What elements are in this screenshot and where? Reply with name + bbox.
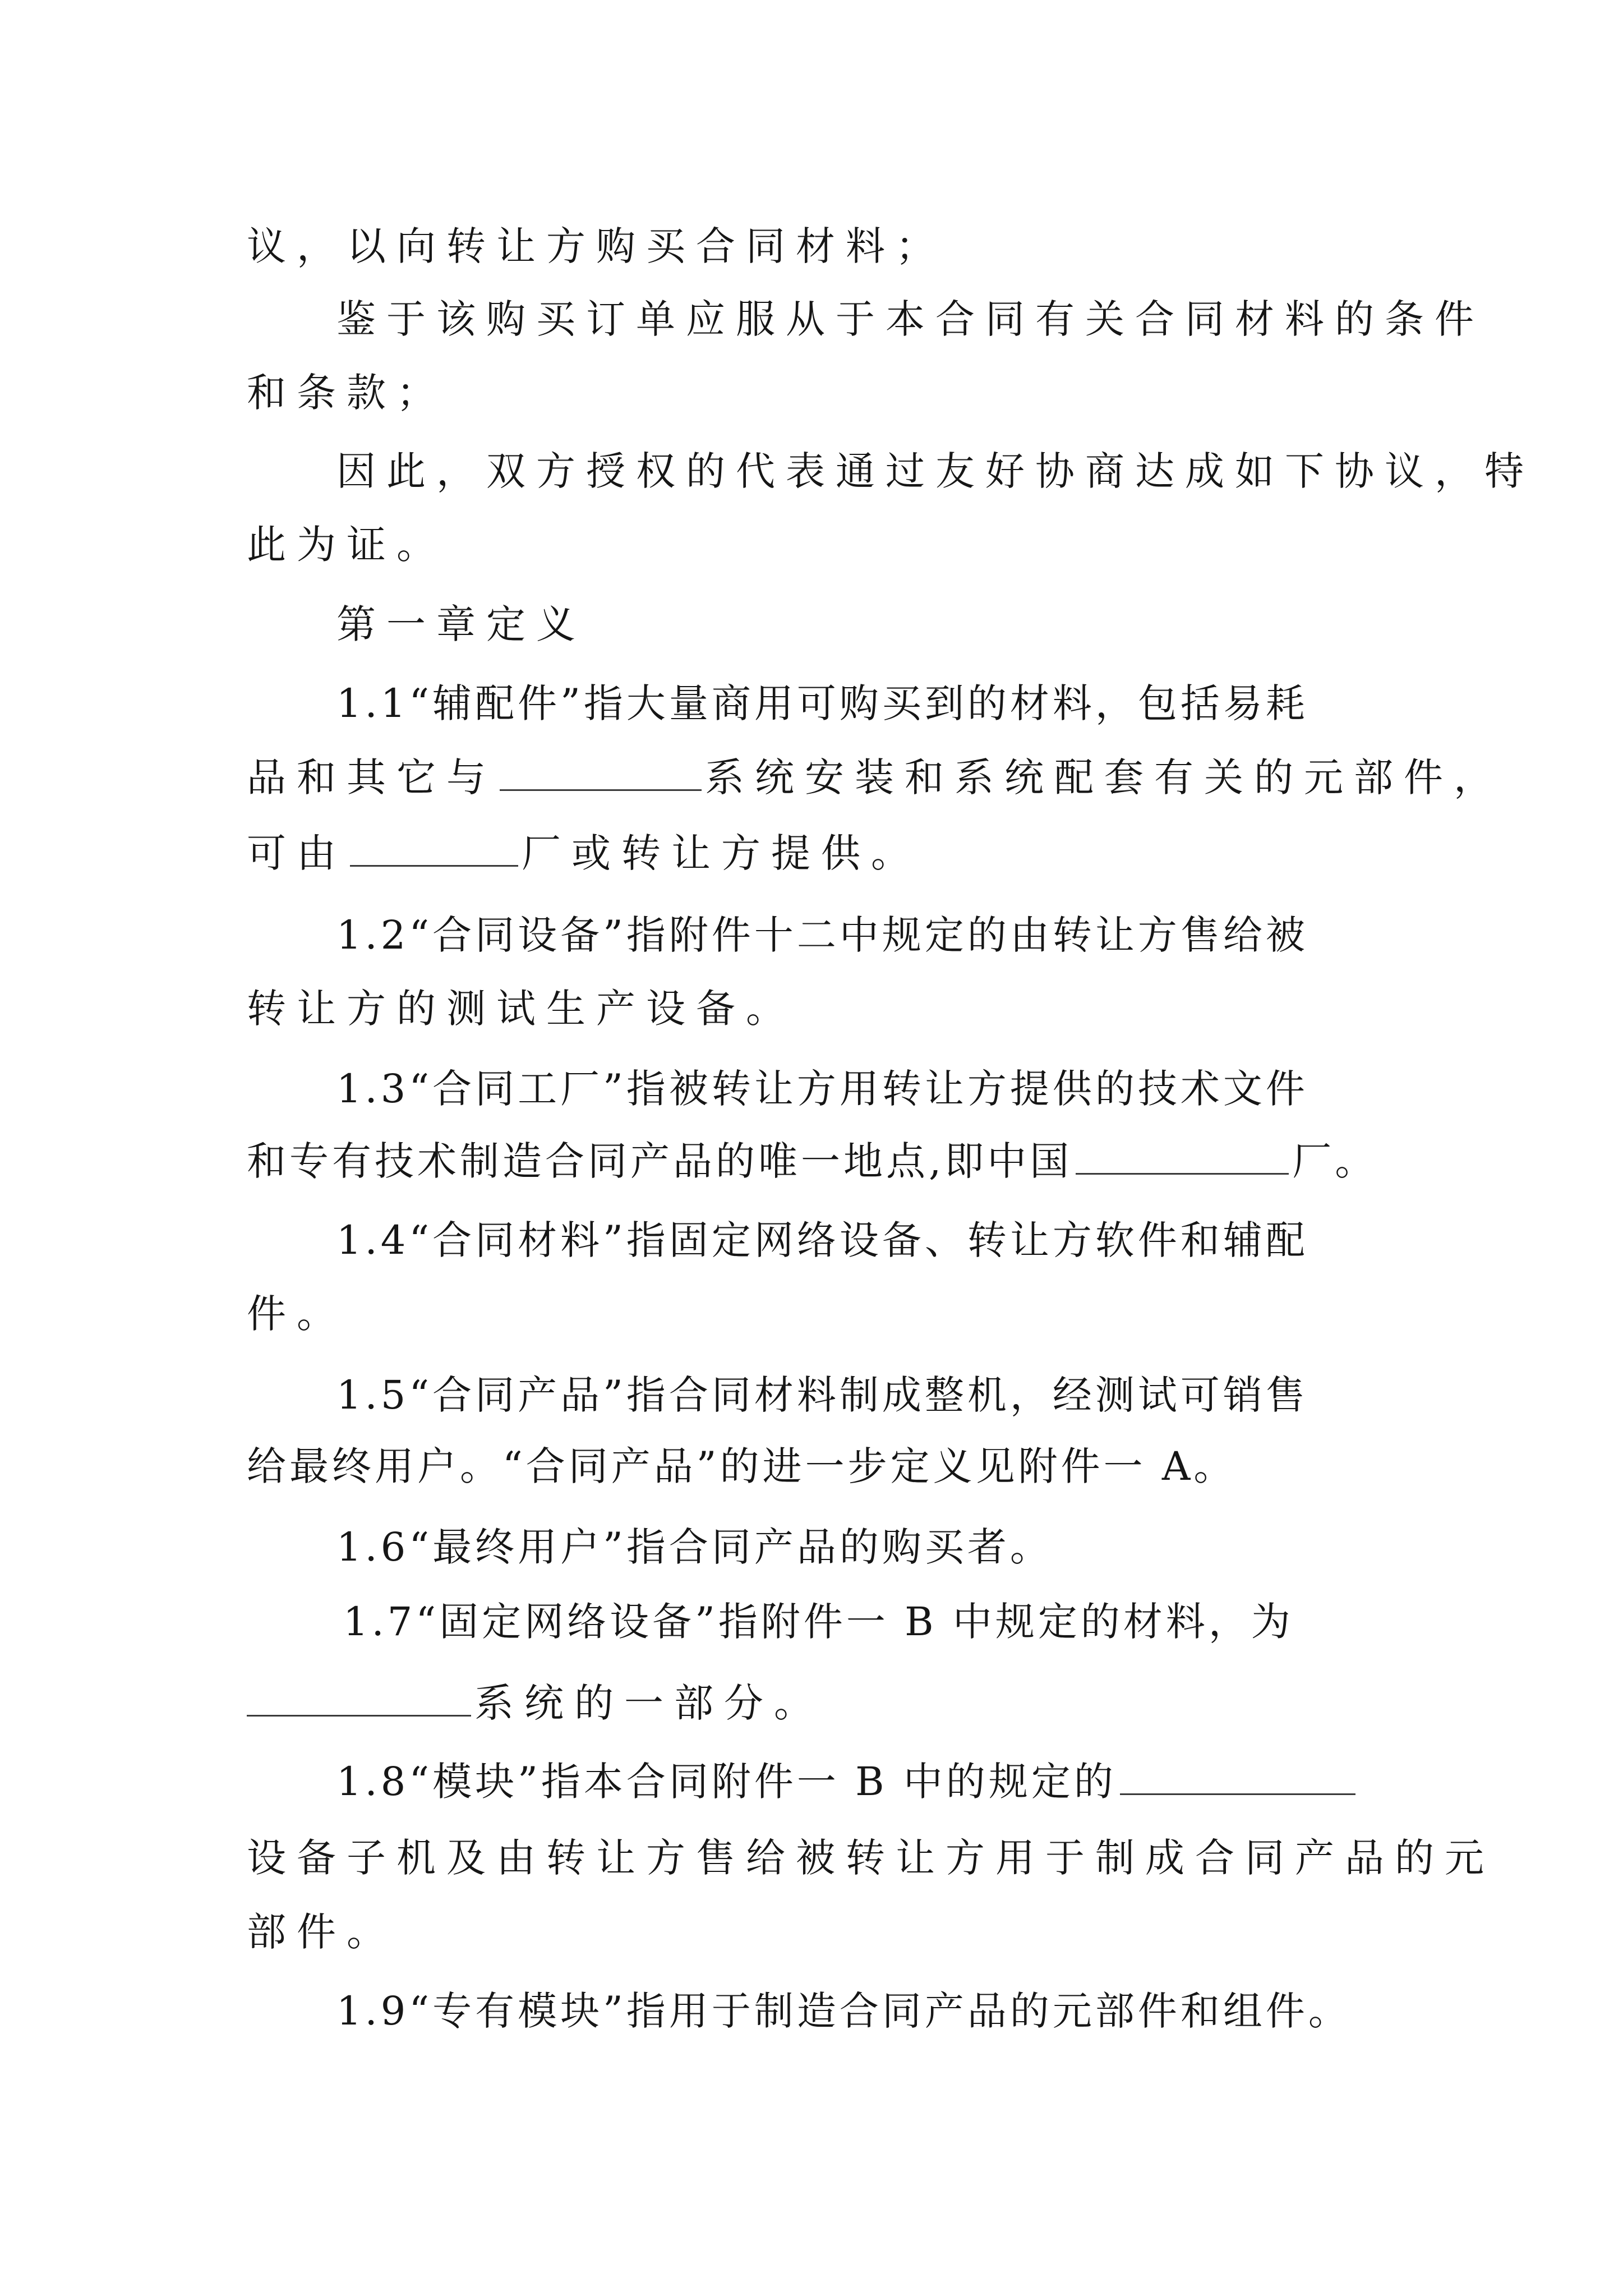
text-segment: 系统的一部分。: [474, 1680, 824, 1726]
text-line: [247, 752, 1504, 803]
text-line: [247, 1677, 824, 1729]
text-line: 因此，双方授权的代表通过友好协商达成如下协议，特: [336, 448, 1534, 494]
definition-1-3: 1.3“合同工厂”指被转让方用转让方提供的技术文件: [336, 1066, 1308, 1112]
definition-1-2: 1.2“合同设备”指附件十二中规定的由转让方售给被: [336, 912, 1308, 958]
fill-in-blank: [500, 758, 702, 791]
text-segment: 品和其它与: [247, 754, 496, 800]
text-line: 此为证。: [247, 522, 446, 568]
fill-in-blank: [1120, 1762, 1355, 1795]
fill-in-blank: [350, 834, 518, 867]
text-segment: 厂或转让方提供。: [522, 830, 921, 876]
definition-1-7: 1.7“固定网络设备”指附件一 B 中规定的材料，为: [343, 1599, 1294, 1645]
definition-1-6: 1.6“最终用户”指合同产品的购买者。: [336, 1524, 1053, 1570]
text-segment: 可由: [247, 830, 347, 876]
definition-1-1: 1.1“辅配件”指大量商用可购买到的材料，包括易耗: [336, 680, 1308, 726]
text-segment: 系统安装和系统配套有关的元部件，: [705, 754, 1504, 800]
text-line: 部件。: [247, 1909, 396, 1955]
definition-1-5: 1.5“合同产品”指合同材料制成整机，经测试可销售: [336, 1372, 1308, 1418]
text-line: 件。: [247, 1291, 347, 1337]
text-line: [247, 1135, 1377, 1187]
text-line: 设备子机及由转让方售给被转让方用于制成合同产品的元: [247, 1835, 1495, 1881]
text-line: 和条款；: [247, 370, 446, 416]
definition-1-9: 1.9“专有模块”指用于制造合同产品的元部件和组件。: [336, 1988, 1351, 2034]
text-line: 转让方的测试生产设备。: [247, 986, 796, 1032]
fill-in-blank: [247, 1683, 471, 1717]
text-line: 给最终用户。“合同产品”的进一步定义见附件一 A。: [247, 1443, 1237, 1489]
text-segment: 厂。: [1292, 1138, 1378, 1184]
text-line: 鉴于该购买订单应服从于本合同有关合同材料的条件: [336, 296, 1484, 342]
text-segment: 1.8“模块”指本合同附件一 B 中的规定的: [336, 1759, 1117, 1805]
text-line: 议，以向转让方购买合同材料；: [247, 223, 946, 269]
text-segment: 和专有技术制造合同产品的唯一地点,即中国: [247, 1138, 1073, 1184]
text-line: [247, 827, 921, 879]
definition-1-4: 1.4“合同材料”指固定网络设备、转让方软件和辅配: [336, 1217, 1308, 1263]
definition-1-8: [336, 1756, 1359, 1807]
fill-in-blank: [1076, 1142, 1289, 1175]
chapter-heading: 第一章定义: [336, 601, 586, 647]
